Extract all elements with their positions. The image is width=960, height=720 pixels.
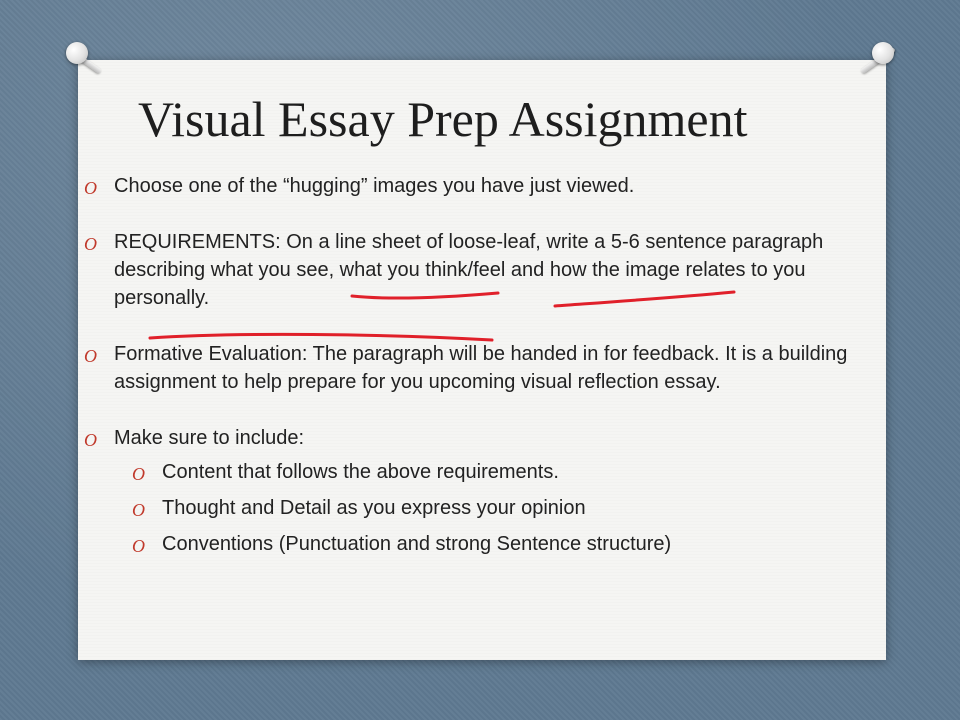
- bullet-item: [84, 228, 864, 312]
- bullet-text: Formative Evaluation: The paragraph will be handed in for feedback. It is a building assignment to help prepare for you upcoming visual reflection essay.: [114, 343, 848, 393]
- pushpin-icon: [66, 42, 88, 64]
- bullet-marker-icon: O: [84, 234, 97, 254]
- sub-bullet-text: Thought and Detail as you express your opinion: [162, 497, 586, 519]
- sub-bullet-text: Conventions (Punctuation and strong Sentence structure): [162, 533, 672, 555]
- sub-bullet-item: [114, 530, 864, 558]
- bullet-item: [84, 424, 864, 558]
- bullet-item: [84, 172, 864, 200]
- bullet-item: [84, 340, 864, 396]
- bullet-marker-icon: O: [84, 178, 97, 198]
- sub-bullet-list: [114, 458, 864, 558]
- sub-bullet-text: Content that follows the above requirements.: [162, 461, 559, 483]
- bullet-marker-icon: O: [84, 430, 97, 450]
- bullet-text: Make sure to include:: [114, 427, 305, 449]
- bullet-marker-icon: O: [84, 346, 97, 366]
- sub-bullet-item: [114, 458, 864, 486]
- sub-bullet-marker-icon: O: [132, 536, 145, 556]
- sub-bullet-marker-icon: O: [132, 500, 145, 520]
- sub-bullet-item: [114, 494, 864, 522]
- bullet-text: REQUIREMENTS: On a line sheet of loose-leaf, write a 5-6 sentence paragraph describing what you see, what you think/feel and how the image relates to you personally.: [114, 231, 824, 309]
- slide-title: Visual Essay Prep Assignment: [138, 91, 748, 147]
- sub-bullet-marker-icon: O: [132, 464, 145, 484]
- bullet-text: Choose one of the “hugging” images you have just viewed.: [114, 175, 635, 197]
- bullet-list: [84, 172, 864, 566]
- pushpin-icon: [872, 42, 894, 64]
